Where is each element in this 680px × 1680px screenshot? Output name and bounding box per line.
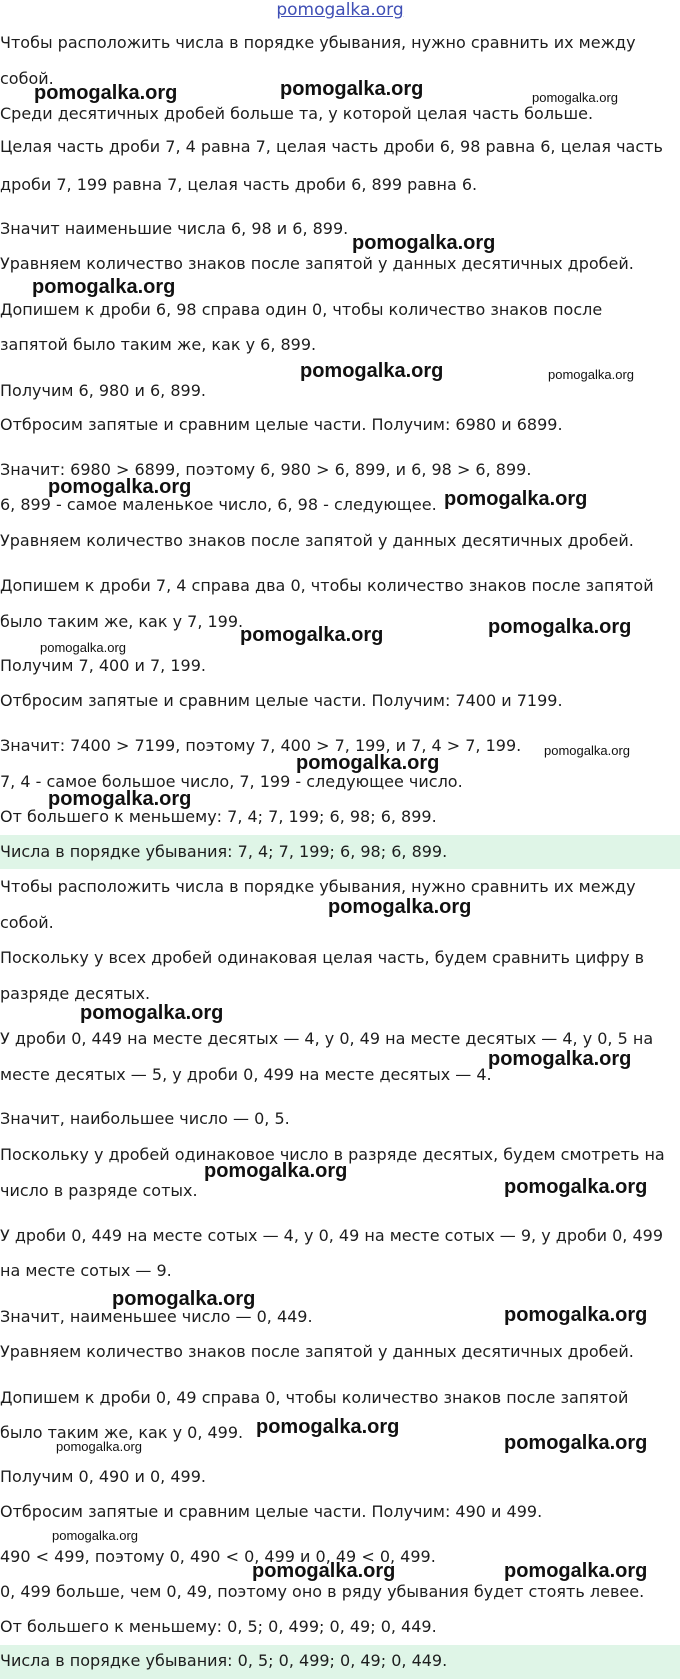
answer-line: Числа в порядке убывания: 0, 5; 0, 499; 0, 49; 0, 449. — [0, 1651, 448, 1670]
watermark: pomogalka.org — [296, 752, 440, 774]
text-line: было таким же, как у 7, 199. — [0, 612, 244, 631]
site-header-link[interactable]: pomogalka.org — [276, 0, 404, 20]
watermark: pomogalka.org — [112, 1288, 256, 1310]
text-line: Отбросим запятые и сравним целые части. Получим: 490 и 499. — [0, 1502, 543, 1521]
text-line: собой. — [0, 69, 54, 88]
text-line: Чтобы расположить числа в порядке убывания, нужно сравнить их между — [0, 33, 636, 52]
watermark: pomogalka.org — [504, 1304, 648, 1326]
watermark: pomogalka.org — [444, 488, 588, 510]
text-line: число в разряде сотых. — [0, 1181, 198, 1200]
watermark: pomogalka.org — [504, 1560, 648, 1582]
watermark: pomogalka.org — [80, 1002, 224, 1024]
text-line: запятой было таким же, как у 6, 899. — [0, 335, 317, 354]
text-line: 6, 899 - самое маленькое число, 6, 98 - следующее. — [0, 495, 437, 514]
watermark: pomogalka.org — [300, 360, 444, 382]
watermark: pomogalka.org — [32, 276, 176, 298]
text-line: собой. — [0, 913, 54, 932]
text-line: Допишем к дроби 0, 49 справа 0, чтобы количество знаков после запятой — [0, 1388, 629, 1407]
text-line: на месте сотых — 9. — [0, 1261, 172, 1280]
watermark: pomogalka.org — [240, 624, 384, 646]
text-line: Допишем к дроби 6, 98 справа один 0, чтобы количество знаков после — [0, 300, 603, 319]
text-line: От большего к меньшему: 7, 4; 7, 199; 6, 98; 6, 899. — [0, 807, 437, 826]
text-line: месте десятых — 5, у дроби 0, 499 на месте десятых — 4. — [0, 1065, 492, 1084]
text-line: дроби 7, 199 равна 7, целая часть дроби 6, 899 равна 6. — [0, 175, 478, 194]
watermark: pomogalka.org — [328, 896, 472, 918]
watermark: pomogalka.org — [48, 476, 192, 498]
watermark: pomogalka.org — [252, 1560, 396, 1582]
text-line: Уравняем количество знаков после запятой у данных десятичных дробей. — [0, 531, 634, 550]
text-line: Получим 0, 490 и 0, 499. — [0, 1467, 206, 1486]
text-line: Отбросим запятые и сравним целые части. Получим: 6980 и 6899. — [0, 415, 563, 434]
watermark: pomogalka.org — [544, 743, 630, 758]
text-line: Среди десятичных дробей больше та, у которой целая часть больше. — [0, 104, 594, 123]
watermark: pomogalka.org — [548, 367, 634, 382]
watermark: pomogalka.org — [204, 1160, 348, 1182]
watermark: pomogalka.org — [48, 788, 192, 810]
text-line: У дроби 0, 449 на месте сотых — 4, у 0, 49 на месте сотых — 9, у дроби 0, 499 — [0, 1226, 664, 1245]
answer-line: Числа в порядке убывания: 7, 4; 7, 199; 6, 98; 6, 899. — [0, 842, 448, 861]
text-line: У дроби 0, 449 на месте десятых — 4, у 0, 49 на месте десятых — 4, у 0, 5 на — [0, 1029, 654, 1048]
text-line: разряде десятых. — [0, 984, 151, 1003]
text-line: Значит, наибольшее число — 0, 5. — [0, 1109, 290, 1128]
text-line: Значит: 7400 > 7199, поэтому 7, 400 > 7, 199, и 7, 4 > 7, 199. — [0, 736, 522, 755]
watermark: pomogalka.org — [34, 82, 178, 104]
text-line: Чтобы расположить числа в порядке убывания, нужно сравнить их между — [0, 877, 636, 896]
text-line: было таким же, как у 0, 499. — [0, 1423, 244, 1442]
text-line: Получим 7, 400 и 7, 199. — [0, 656, 206, 675]
text-line: Допишем к дроби 7, 4 справа два 0, чтобы количество знаков после запятой — [0, 576, 654, 595]
text-line: 7, 4 - самое большое число, 7, 199 - следующее число. — [0, 772, 463, 791]
watermark: pomogalka.org — [280, 78, 424, 100]
text-line: Отбросим запятые и сравним целые части. Получим: 7400 и 7199. — [0, 691, 563, 710]
text-line: Значит: 6980 > 6899, поэтому 6, 980 > 6, 899, и 6, 98 > 6, 899. — [0, 460, 532, 479]
watermark: pomogalka.org — [256, 1416, 400, 1438]
watermark: pomogalka.org — [40, 640, 126, 655]
watermark: pomogalka.org — [532, 90, 618, 105]
watermark: pomogalka.org — [504, 1176, 648, 1198]
watermark: pomogalka.org — [488, 616, 632, 638]
text-line: 490 < 499, поэтому 0, 490 < 0, 499 и 0, 49 < 0, 499. — [0, 1547, 436, 1566]
watermark: pomogalka.org — [504, 1432, 648, 1454]
text-line: Поскольку у дробей одинаковое число в разряде десятых, будем смотреть на — [0, 1145, 665, 1164]
watermark: pomogalka.org — [52, 1528, 138, 1543]
text-line: Поскольку у всех дробей одинаковая целая часть, будем сравнить цифру в — [0, 948, 645, 967]
watermark: pomogalka.org — [352, 232, 496, 254]
text-line: Уравняем количество знаков после запятой у данных десятичных дробей. — [0, 1342, 634, 1361]
watermark: pomogalka.org — [488, 1048, 632, 1070]
text-line: Значит наименьшие числа 6, 98 и 6, 899. — [0, 219, 349, 238]
text-line: 0, 499 больше, чем 0, 49, поэтому оно в ряду убывания будет стоять левее. — [0, 1582, 645, 1601]
watermark: pomogalka.org — [56, 1439, 142, 1454]
text-line: Значит, наименьшее число — 0, 449. — [0, 1307, 313, 1326]
text-line: Целая часть дроби 7, 4 равна 7, целая часть дроби 6, 98 равна 6, целая часть — [0, 137, 663, 156]
text-line: От большего к меньшему: 0, 5; 0, 499; 0, 49; 0, 449. — [0, 1617, 437, 1636]
text-line: Получим 6, 980 и 6, 899. — [0, 381, 206, 400]
text-line: Уравняем количество знаков после запятой у данных десятичных дробей. — [0, 254, 634, 273]
